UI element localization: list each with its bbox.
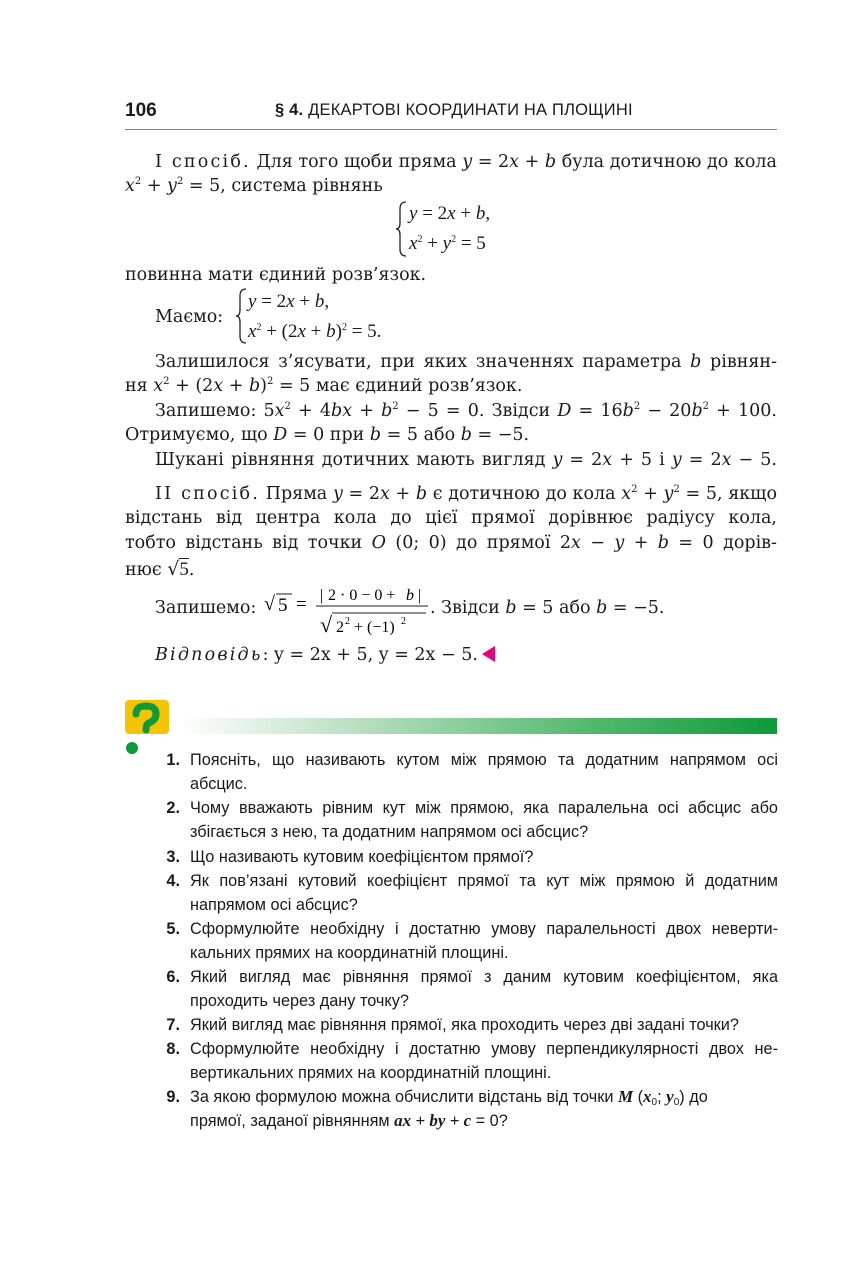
text-span: Пряма: [265, 484, 328, 504]
question-text: кальних прямих на координатній площині.: [190, 944, 509, 962]
method1-line5: Залишилося з’ясувати, при яких значеннях параметра b рівнян-: [155, 352, 777, 372]
method1-line9: Шукані рівняння дотичних мають вигляд y = 2x + 5 і y = 2x − 5.: [155, 450, 777, 470]
method1-line6: ня $x^2 + (2x + b)^2 = 5$ має єдиний розв’язок.: [125, 376, 523, 396]
text-span: Отримуємо, що: [125, 425, 268, 445]
svg-text:2: 2: [345, 616, 350, 627]
page-number: 106: [125, 100, 157, 121]
question-text: напрямом осі абсцис?: [190, 896, 358, 914]
svg-text:2: 2: [336, 619, 344, 636]
svg-text:|: |: [418, 587, 422, 604]
answer-line: [155, 643, 777, 667]
question-text: вертикальних прямих на координатній площині.: [190, 1064, 552, 1082]
question-text: абсцис.: [190, 775, 248, 793]
distance-formula: [264, 580, 434, 642]
question-text: Сформулюйте необхідну і достатню умову паралельності двох неверти-: [190, 920, 778, 938]
svg-text:√: √: [320, 612, 333, 637]
section-title-text: ДЕКАРТОВІ КООРДИНАТИ НА ПЛОЩИНІ: [308, 101, 633, 119]
text-span: , якщо: [716, 484, 777, 504]
svg-text:+ (−1): + (−1): [354, 619, 395, 636]
page-header: [125, 100, 777, 130]
answer-label: Відповідь: [155, 645, 263, 665]
point-coordinates: M ($x_0$; $y_0$) до: [617, 1087, 708, 1108]
section-title: [275, 101, 633, 120]
text-span: дорів-: [723, 533, 777, 553]
text-span: має єдиний розв’язок.: [315, 376, 523, 396]
questions-header-bar: [178, 718, 777, 734]
svg-text:5: 5: [278, 595, 288, 616]
system-1: y = 2x + b, $x^2 + y^2 = 5$: [409, 203, 491, 254]
method1-line2: $x^2 + y^2 = 5$, система рівнянь: [125, 176, 383, 196]
end-marker-icon: [482, 646, 495, 662]
text-span: Запишемо:: [155, 401, 257, 421]
question-text: За якою формулою можна обчислити відстань від точки M ($x_0$; $y_0$) до: [190, 1087, 708, 1108]
question-text: Який вигляд має рівняння прямої з даним кутовим коефіцієнтом, яка: [190, 968, 778, 986]
method1-line7: Запишемо: $5x^2 + 4bx + b^2 - 5 = 0$. Звідси $D = 16b^2 - 20b^2 + 100$.: [155, 401, 777, 421]
svg-text:2: 2: [401, 616, 406, 627]
text-span: Шукані рівняння дотичних мають вигляд: [155, 450, 546, 470]
text-span: або: [559, 598, 591, 618]
text-span: є дотичною до кола: [432, 484, 616, 504]
svg-text:b: b: [406, 587, 414, 604]
method2-line3: тобто відстань від точки O (0; 0) до прямої 2x − y + b = 0 дорів-: [125, 533, 777, 553]
system-brace-2: [236, 288, 248, 344]
method2-line1: II спосіб. Пряма y = 2x + b є дотичною до кола $x^2 + y^2 = 5$, якщо: [155, 484, 777, 504]
answer-text: : y = 2x + 5, y = 2x − 5.: [262, 645, 478, 665]
method2-line2: відстань від центра кола до цієї прямої дорівнює радіусу кола,: [125, 508, 777, 528]
text-span: або: [423, 425, 456, 445]
text-span: і: [659, 450, 665, 470]
svg-text:√: √: [264, 593, 275, 615]
text-span: тобто відстань від точки: [125, 533, 363, 553]
question-number: 7.: [166, 1016, 180, 1034]
text-span: Звідси: [491, 401, 551, 421]
text-span: Залишилося з’ясувати, при яких значеннях параметра: [155, 352, 682, 372]
question-number: 6.: [166, 968, 180, 986]
question-text: збігається з нею, та додатним напрямом осі абсцис?: [190, 823, 589, 841]
method1-line3: повинна мати єдиний розв’язок.: [125, 265, 427, 285]
question-number: 8.: [166, 1040, 180, 1058]
method1-label: I спосіб.: [155, 152, 251, 172]
question-text: проходить через дану точку?: [190, 992, 409, 1010]
svg-text:=: =: [296, 594, 307, 615]
text-span: рівнян-: [710, 352, 777, 372]
question-text: Що називають кутовим коефіцієнтом прямої?: [190, 848, 534, 866]
formula-tail: . Звідси b = 5 або b = −5.: [430, 598, 665, 618]
question-number: 2.: [166, 799, 180, 817]
question-text: Поясніть, що називають кутом між прямою та додатним напрямом осі: [190, 751, 778, 769]
method1-line8: Отримуємо, що D = 0 при b = 5 або b = −5.: [125, 425, 530, 445]
question-number: 1.: [166, 751, 180, 769]
method1-line1: I спосіб. Для того щоби пряма y = 2x + b була дотичною до кола: [155, 152, 777, 172]
question-text: Чому вважають рівним кут між прямою, яка паралельна осі абсцис або: [190, 799, 778, 817]
write-label: Запишемо:: [155, 598, 257, 618]
section-mark: § 4.: [275, 101, 304, 119]
text-span: Звідси: [441, 598, 500, 618]
method2-label: II спосіб.: [155, 484, 260, 504]
question-number: 9.: [166, 1088, 180, 1106]
text-span: (0; 0) до прямої: [395, 533, 551, 553]
question-text: прямої, заданої рівнянням ax + by + c = 0?: [190, 1111, 508, 1130]
we-have-label: Маємо:: [155, 307, 224, 327]
text-span: при: [329, 425, 365, 445]
text-span: була дотичною до кола: [561, 152, 777, 172]
line-equation: ax + by + c = 0?: [394, 1111, 508, 1130]
text-span: , система рівнянь: [220, 176, 383, 196]
question-text: Як пов’язані кутовий коефіцієнт прямої та кут між прямою й додатним: [190, 872, 778, 890]
text-span: нює: [125, 560, 162, 580]
system-2: y = 2x + b, $x^2 + (2x + b)^2 = 5$.: [248, 291, 382, 342]
system-brace-1: [396, 201, 408, 257]
method2-line4: нює √5.: [125, 558, 195, 580]
text-span: Для того щоби пряма: [256, 152, 457, 172]
question-number: 5.: [166, 920, 180, 938]
question-number: 4.: [166, 872, 180, 890]
svg-text:|: |: [320, 587, 324, 604]
question-text: Який вигляд має рівняння прямої, яка проходить через дві задані точки?: [190, 1016, 739, 1034]
question-text: Сформулюйте необхідну і достатню умову перпендикулярності двох не-: [190, 1040, 778, 1058]
question-number: 3.: [166, 848, 180, 866]
text-span: ня: [125, 376, 148, 396]
svg-text:2 · 0 − 0 +: 2 · 0 − 0 +: [328, 587, 396, 604]
